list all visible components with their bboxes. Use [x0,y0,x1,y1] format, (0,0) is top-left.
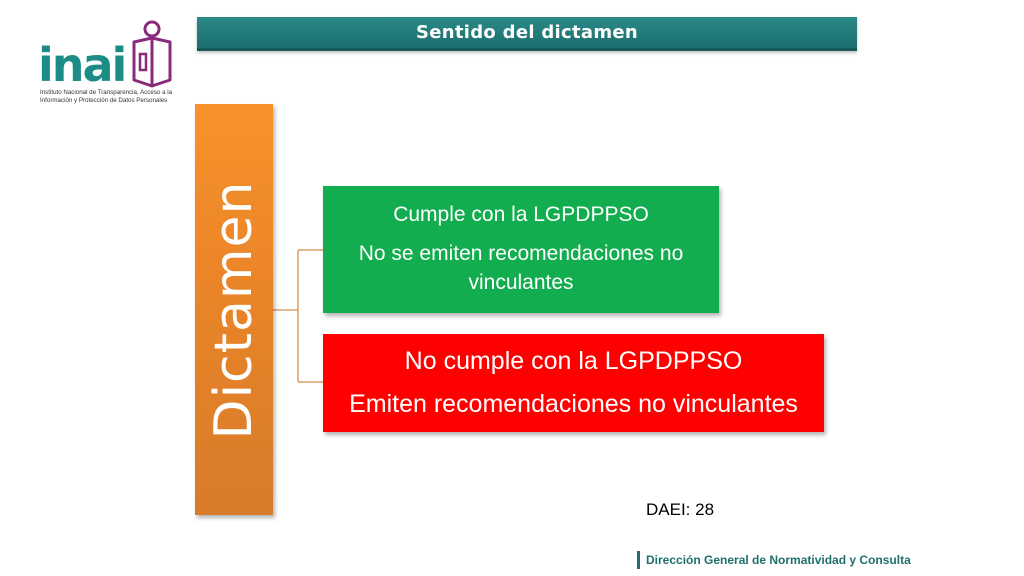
page-title: Sentido del dictamen [415,22,639,43]
inai-figure-icon [130,20,174,88]
diagram-root-node [195,104,273,515]
logo-wordmark: inai [38,38,126,92]
footer-text: Dirección General de Normatividad y Consulta [646,553,911,567]
root-node-label: Dictamen [204,180,264,439]
logo-caption: Instituto Nacional de Transparencia, Acceso a la Información y Protección de Datos Personales [40,89,173,104]
header-bar [197,17,857,51]
branch-compliant-detail: No se emiten recomendaciones no vinculantes [358,241,684,294]
branch-compliant-title: Cumple con la LGPDPPSO [393,202,649,226]
branch-non-compliant-detail: Emiten recomendaciones no vinculantes [349,390,798,418]
reference-code: DAEI: 28 [646,500,715,519]
branch-compliant [323,186,719,313]
branch-non-compliant-title: No cumple con la LGPDPPSO [404,347,743,375]
footer [637,551,911,569]
inai-logo [38,20,188,110]
footer-divider [637,551,640,569]
branch-non-compliant [323,334,824,432]
